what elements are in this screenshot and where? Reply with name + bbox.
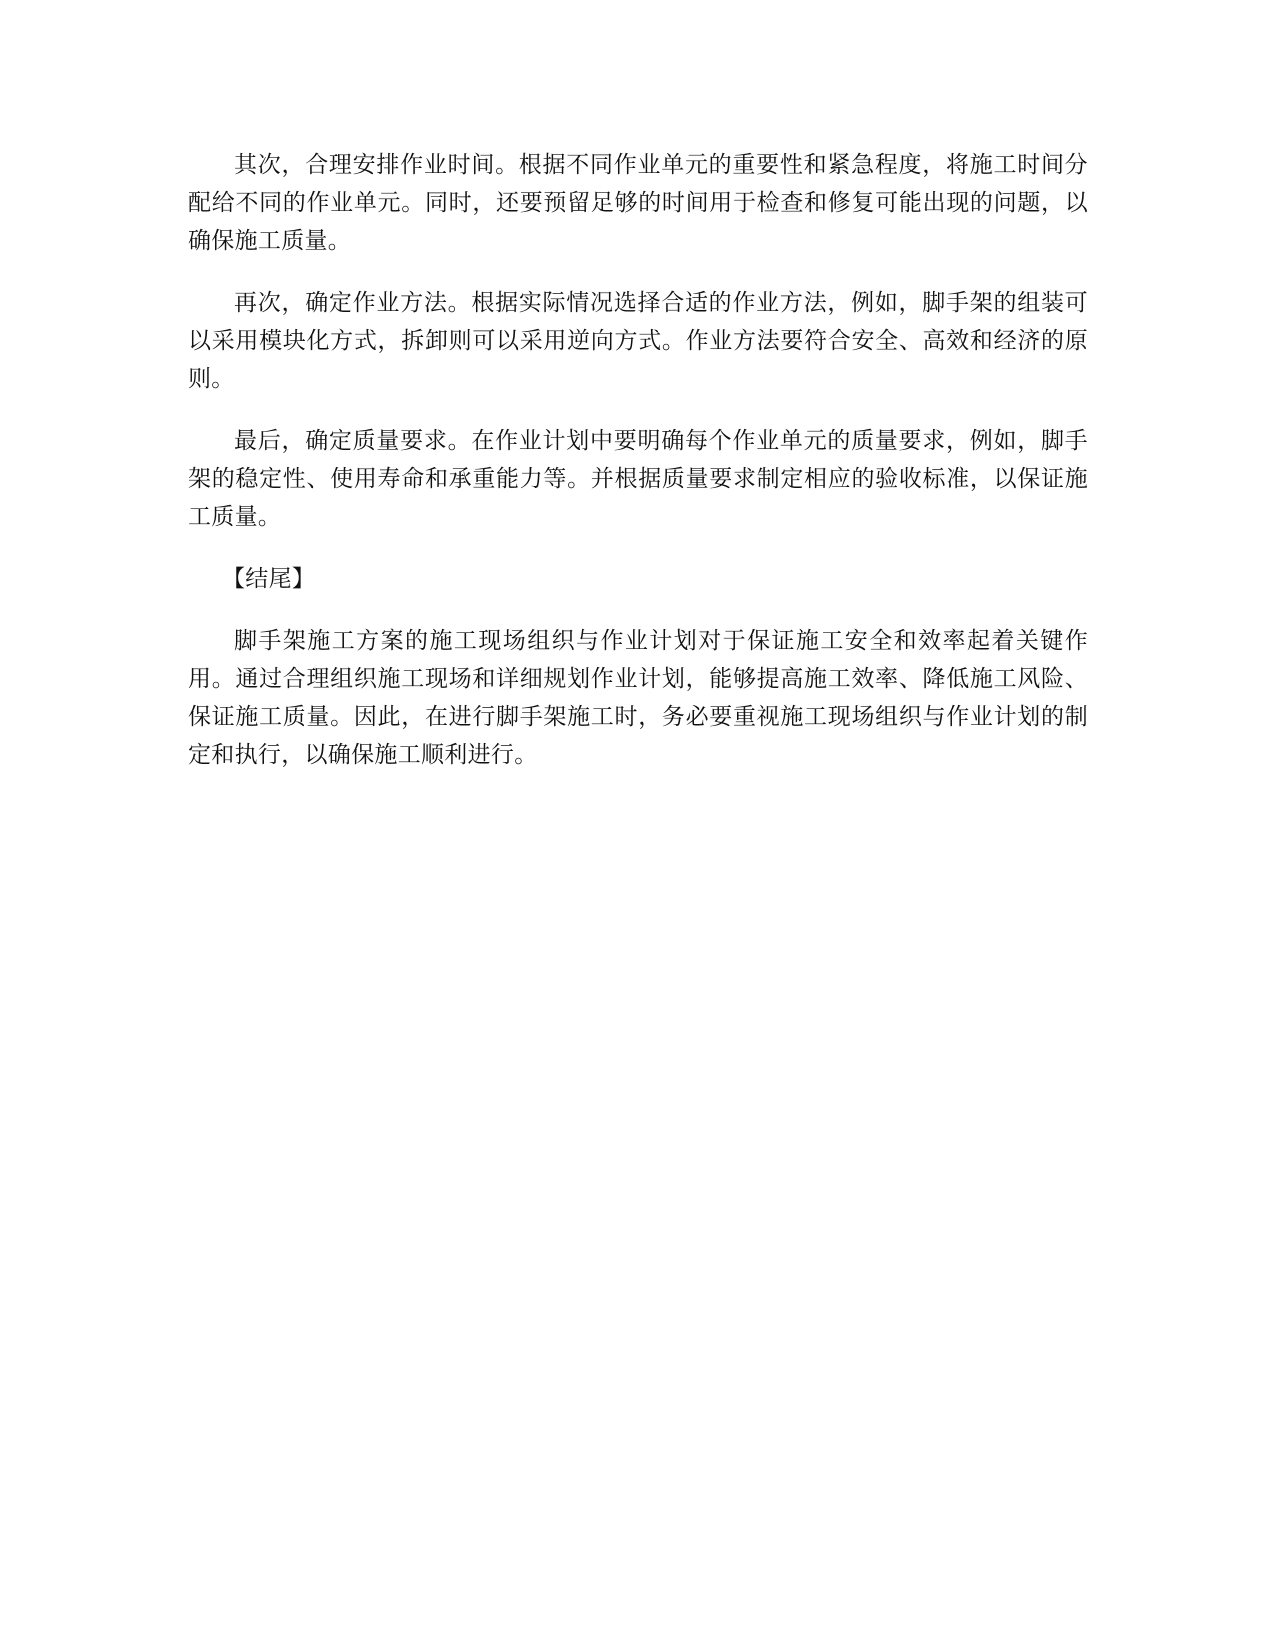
document-body bbox=[188, 146, 1088, 798]
paragraph-quality-requirements: 最后，确定质量要求。在作业计划中要明确每个作业单元的质量要求，例如，脚手架的稳定性、使用寿命和承重能力等。并根据质量要求制定相应的验收标准，以保证施工质量。 bbox=[188, 428, 1088, 530]
paragraph-work-schedule: 其次，合理安排作业时间。根据不同作业单元的重要性和紧急程度，将施工时间分配给不同的作业单元。同时，还要预留足够的时间用于检查和修复可能出现的问题，以确保施工质量。 bbox=[188, 152, 1088, 254]
paragraph-conclusion: 脚手架施工方案的施工现场组织与作业计划对于保证施工安全和效率起着关键作用。通过合理组织施工现场和详细规划作业计划，能够提高施工效率、降低施工风险、保证施工质量。因此，在进行脚手架施工时，务必要重视施工现场组织与作业计划的制定和执行，以确保施工顺利进行。 bbox=[188, 628, 1088, 768]
paragraph-work-method: 再次，确定作业方法。根据实际情况选择合适的作业方法，例如，脚手架的组装可以采用模块化方式，拆卸则可以采用逆向方式。作业方法要符合安全、高效和经济的原则。 bbox=[188, 290, 1088, 392]
section-heading-conclusion: 【结尾】 bbox=[222, 566, 316, 592]
